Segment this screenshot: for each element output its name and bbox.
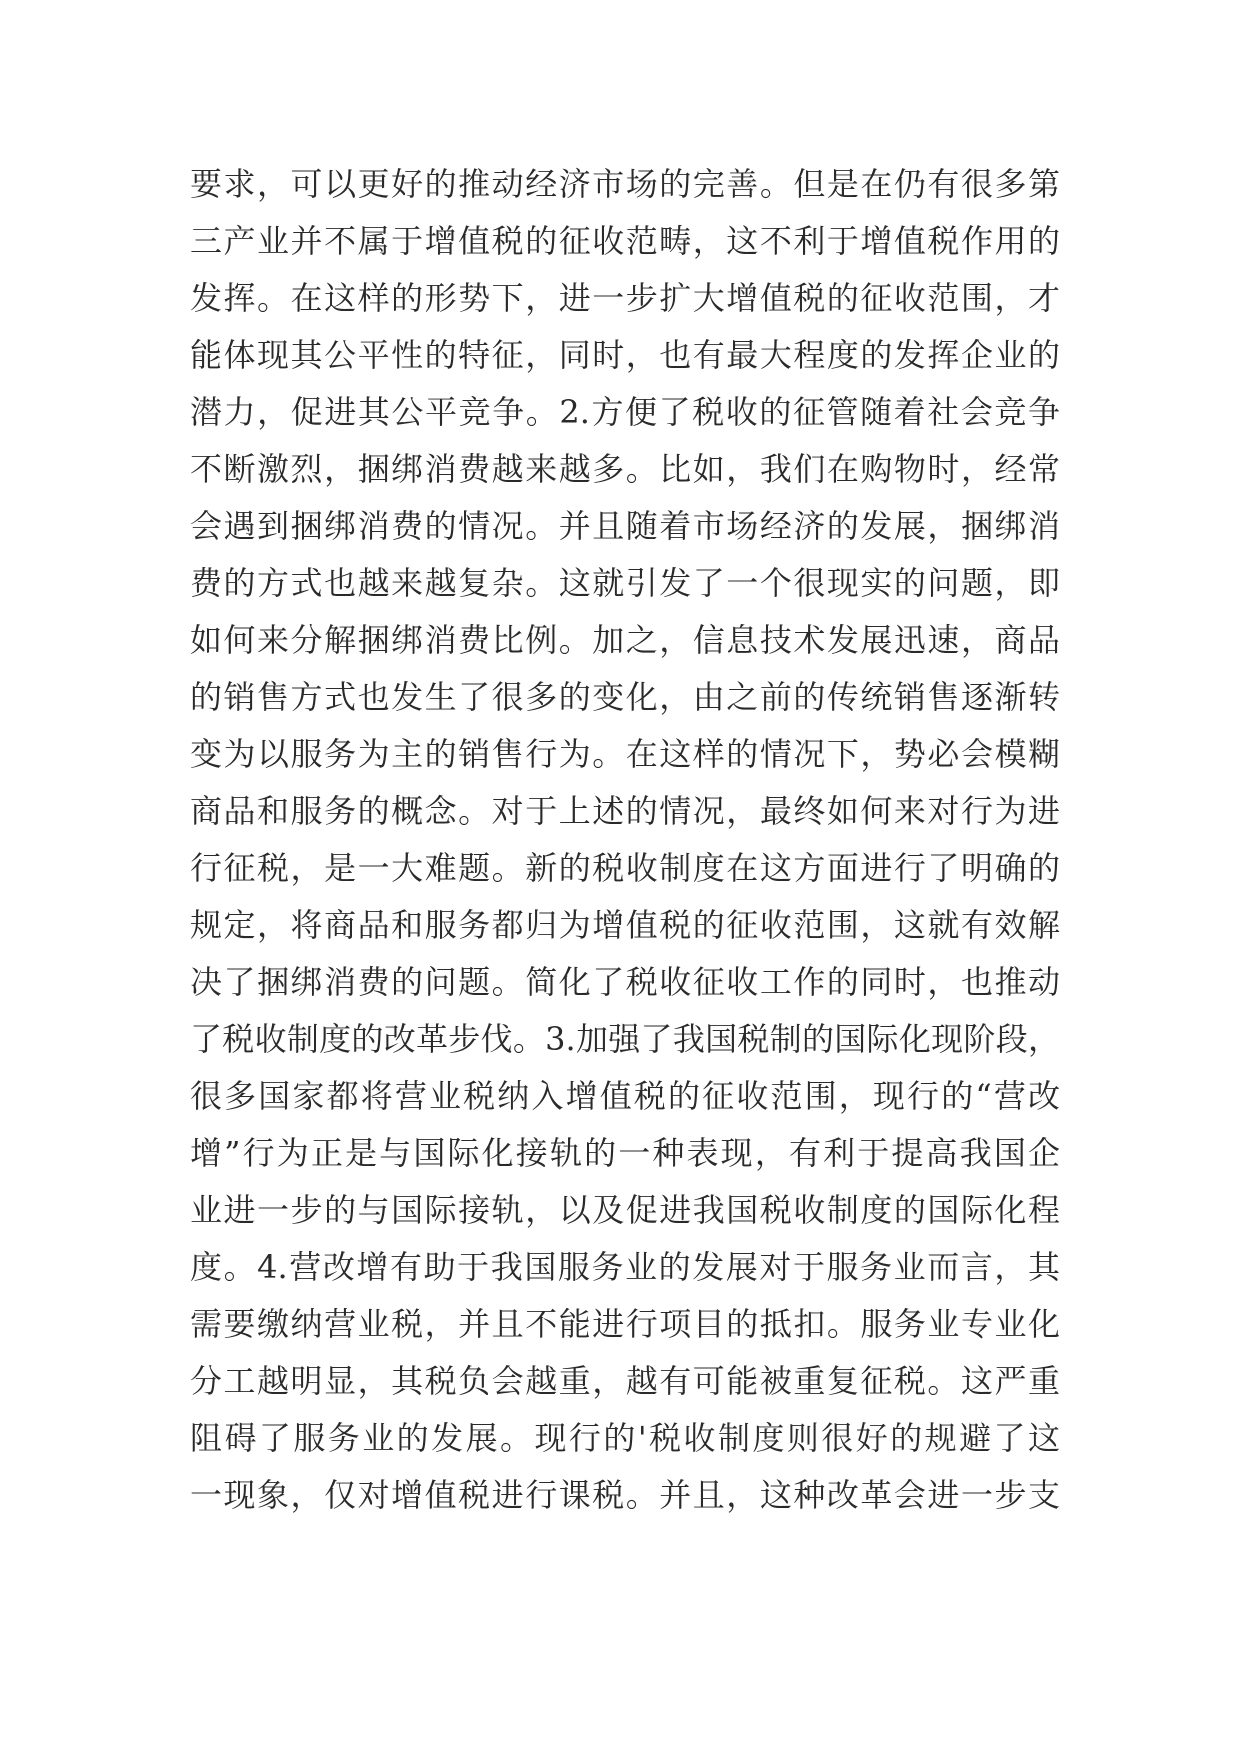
text-line-19: 业进一步的与国际接轨，以及促进我国税收制度的国际化程 [190, 1191, 1060, 1229]
text-line-17: 很多国家都将营业税纳入增值税的征收范围，现行的“营改 [190, 1077, 1060, 1115]
body-paragraph [190, 156, 1060, 1524]
text-line-24: 一现象，仅对增值税进行课税。并且，这种改革会进一步支 [190, 1476, 1060, 1514]
text-line-6: 不断激烈，捆绑消费越来越多。比如，我们在购物时，经常 [190, 450, 1060, 488]
text-line-15: 决了捆绑消费的问题。简化了税收征收工作的同时，也推动 [190, 963, 1060, 1001]
text-line-16: 了税收制度的改革步伐。3.加强了我国税制的国际化现阶段， [190, 1020, 1060, 1058]
text-line-4: 能体现其公平性的特征，同时，也有最大程度的发挥企业的 [190, 336, 1060, 374]
text-line-14: 规定，将商品和服务都归为增值税的征收范围，这就有效解 [190, 906, 1060, 944]
text-line-13: 行征税，是一大难题。新的税收制度在这方面进行了明确的 [190, 849, 1060, 887]
text-line-18: 增”行为正是与国际化接轨的一种表现，有利于提高我国企 [190, 1134, 1060, 1172]
text-line-8: 费的方式也越来越复杂。这就引发了一个很现实的问题，即 [190, 564, 1060, 602]
text-line-12: 商品和服务的概念。对于上述的情况，最终如何来对行为进 [190, 792, 1060, 830]
text-line-1: 要求，可以更好的推动经济市场的完善。但是在仍有很多第 [190, 165, 1060, 203]
text-line-3: 发挥。在这样的形势下，进一步扩大增值税的征收范围，才 [190, 279, 1060, 317]
text-line-2: 三产业并不属于增值税的征收范畴，这不利于增值税作用的 [190, 222, 1060, 260]
text-line-10: 的销售方式也发生了很多的变化，由之前的传统销售逐渐转 [190, 678, 1060, 716]
text-line-22: 分工越明显，其税负会越重，越有可能被重复征税。这严重 [190, 1362, 1060, 1400]
text-line-9: 如何来分解捆绑消费比例。加之，信息技术发展迅速，商品 [190, 621, 1060, 659]
text-line-11: 变为以服务为主的销售行为。在这样的情况下，势必会模糊 [190, 735, 1060, 773]
text-line-21: 需要缴纳营业税，并且不能进行项目的抵扣。服务业专业化 [190, 1305, 1060, 1343]
text-line-23: 阻碍了服务业的发展。现行的'税收制度则很好的规避了这 [190, 1419, 1060, 1457]
text-line-7: 会遇到捆绑消费的情况。并且随着市场经济的发展，捆绑消 [190, 507, 1060, 545]
text-line-5: 潜力，促进其公平竞争。2.方便了税收的征管随着社会竞争 [190, 393, 1060, 431]
text-line-20: 度。4.营改增有助于我国服务业的发展对于服务业而言，其 [190, 1248, 1060, 1286]
